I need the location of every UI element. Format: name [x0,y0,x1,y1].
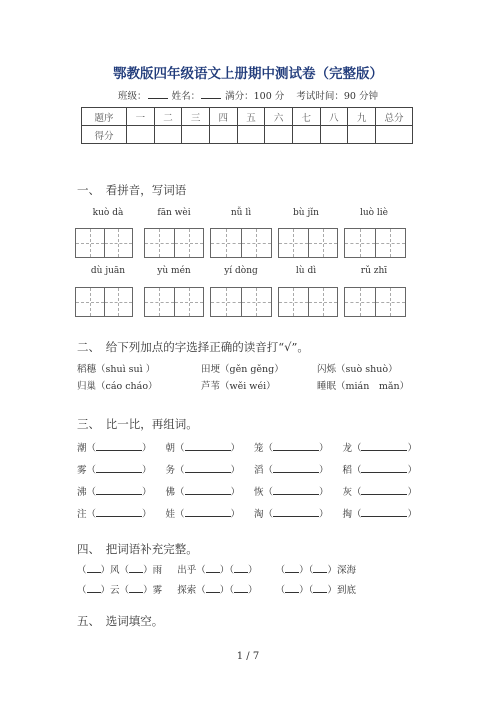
pinyin-label: rǔ zhī [360,266,388,276]
compare-item[interactable]: 娃（ ） [165,509,241,520]
writing-grid[interactable] [344,287,406,317]
compare-item[interactable]: 笼（ ） [253,443,329,454]
compare-char: 佛 [165,487,175,498]
pinyin-label: nǚ lì [230,208,252,218]
compare-item[interactable]: 淘（ ） [253,509,329,520]
pinyin-label: lù dì [295,266,317,276]
compare-item[interactable]: 注（ ） [77,509,152,520]
idiom-item[interactable]: 出乎（ ）（ ） [177,565,258,576]
section-5-title: 五、 选词填空。 [77,614,164,628]
compare-char: 娃 [165,509,175,520]
idiom-char: 风 [110,565,120,576]
reading-item[interactable]: 闪烁（suò shuò） [317,364,398,375]
score-header-cell: 六 [265,108,293,126]
score-table-row [82,126,413,144]
score-cell[interactable] [265,126,293,144]
compare-row [77,440,417,454]
writing-grid[interactable] [144,287,204,317]
full-score: 满分：100 分 [225,91,285,102]
writing-grid[interactable] [75,287,133,317]
compare-item[interactable]: 朝（ ） [165,443,241,454]
idiom-char: 雨 [152,565,163,576]
compare-item[interactable]: 滔（ ） [253,465,329,476]
reading-item[interactable]: 芦苇（wěi wéi） [201,381,276,392]
compare-item[interactable]: 佛（ ） [165,487,241,498]
score-cell[interactable] [154,126,182,144]
pinyin-label: luò liè [359,208,389,218]
compare-item[interactable]: 掏（ ） [342,509,417,520]
compare-char: 灰 [342,487,352,498]
name-label: 姓名： [171,91,201,102]
compare-row [77,462,417,476]
idiom-row [77,582,356,596]
score-cell[interactable] [376,126,413,144]
score-cell[interactable] [127,126,155,144]
writing-grid[interactable] [210,287,272,317]
pinyin-label: bù jǐn [293,208,319,218]
compare-char: 朝 [165,443,175,454]
score-header-cell: 总分 [376,108,413,126]
reading-item[interactable]: 归巢（cáo cháo） [77,381,158,392]
score-header-cell: 九 [348,108,376,126]
idiom-item[interactable]: 探索（ ）（ ） [177,585,258,596]
compare-row [77,506,417,520]
pinyin-label: yù mén [157,266,191,276]
compare-item[interactable]: 稻（ ） [342,465,417,476]
compare-item[interactable]: 务（ ） [165,465,241,476]
score-header-cell: 八 [320,108,348,126]
writing-grid[interactable] [344,228,406,258]
idiom-row [77,562,356,576]
compare-char: 龙 [342,443,352,454]
compare-item[interactable]: 龙（ ） [342,443,417,454]
score-cell[interactable] [320,126,348,144]
score-header-cell: 三 [182,108,210,126]
idiom-item[interactable]: （ ）风（ ）雨 [77,565,163,576]
writing-grid[interactable] [75,228,133,258]
name-blank[interactable] [201,98,221,99]
compare-char: 恢 [253,487,264,498]
writing-grid[interactable] [144,228,204,258]
score-table-header [82,108,413,126]
idiom-char: 云 [110,585,120,596]
score-row-label: 得分 [82,126,127,144]
writing-grid[interactable] [278,287,338,317]
compare-item[interactable]: 灰（ ） [342,487,417,498]
idiom-char: 探索 [177,585,197,596]
section-3-title: 三、 比一比，再组词。 [77,417,198,431]
section-2-title: 二、 给下列加点的字选择正确的读音打“√”。 [77,340,309,354]
pinyin-label: yí dòng [224,266,258,276]
class-label: 班级： [118,91,147,102]
compare-item[interactable]: 雾（ ） [77,465,152,476]
score-header-cell: 四 [209,108,237,126]
idiom-char: 雾 [152,585,163,596]
compare-char: 滔 [253,465,264,476]
pinyin-label: kuò dà [92,208,124,218]
score-cell[interactable] [182,126,210,144]
score-header-cell: 二 [154,108,182,126]
compare-char: 笼 [253,443,264,454]
score-cell[interactable] [237,126,265,144]
compare-item[interactable]: 潮（ ） [77,443,152,454]
idiom-item[interactable]: （ ）云（ ）雾 [77,585,163,596]
reading-item[interactable]: 田埂（gěn gěng） [201,364,284,375]
section-4-title: 四、 把词语补充完整。 [77,542,198,556]
idiom-char: 深海 [336,565,356,576]
page-title: 鄂教版四年级语文上册期中测试卷（完整版） [113,66,383,82]
compare-char: 注 [77,509,87,520]
idiom-char: 到底 [336,585,356,596]
compare-char: 稻 [342,465,352,476]
compare-row [77,484,417,498]
idiom-char: 出乎 [177,565,197,576]
exam-time: 考试时间：90 分钟 [296,91,378,102]
exam-meta [0,88,496,102]
compare-item[interactable]: 恢（ ） [253,487,329,498]
compare-char: 淘 [253,509,264,520]
page-number: 1 / 7 [236,651,260,662]
compare-char: 潮 [77,443,87,454]
score-header-cell: 七 [292,108,320,126]
score-cell[interactable] [292,126,320,144]
pinyin-label: fān wèi [157,208,191,218]
idiom-item[interactable]: （ ）（ ）到底 [275,585,356,596]
reading-item[interactable]: 稻穗（shuì suì ） [77,364,156,375]
section-1-title: 一、 看拼音，写词语 [77,183,187,197]
compare-char: 沸 [77,487,87,498]
class-blank[interactable] [148,98,168,99]
compare-char: 务 [165,465,175,476]
score-cell[interactable] [348,126,376,144]
compare-char: 雾 [77,465,87,476]
score-header-cell: 一 [127,108,155,126]
score-cell[interactable] [209,126,237,144]
score-header-cell: 五 [237,108,265,126]
score-table [81,107,413,144]
writing-grid[interactable] [278,228,338,258]
writing-grid[interactable] [210,228,272,258]
score-header-cell: 题序 [82,108,127,126]
compare-item[interactable]: 沸（ ） [77,487,152,498]
idiom-item[interactable]: （ ）（ ）深海 [275,565,356,576]
compare-char: 掏 [342,509,352,520]
pinyin-label: dù juān [90,266,126,276]
reading-item[interactable]: 睡眠（mián mǎn） [317,381,410,392]
